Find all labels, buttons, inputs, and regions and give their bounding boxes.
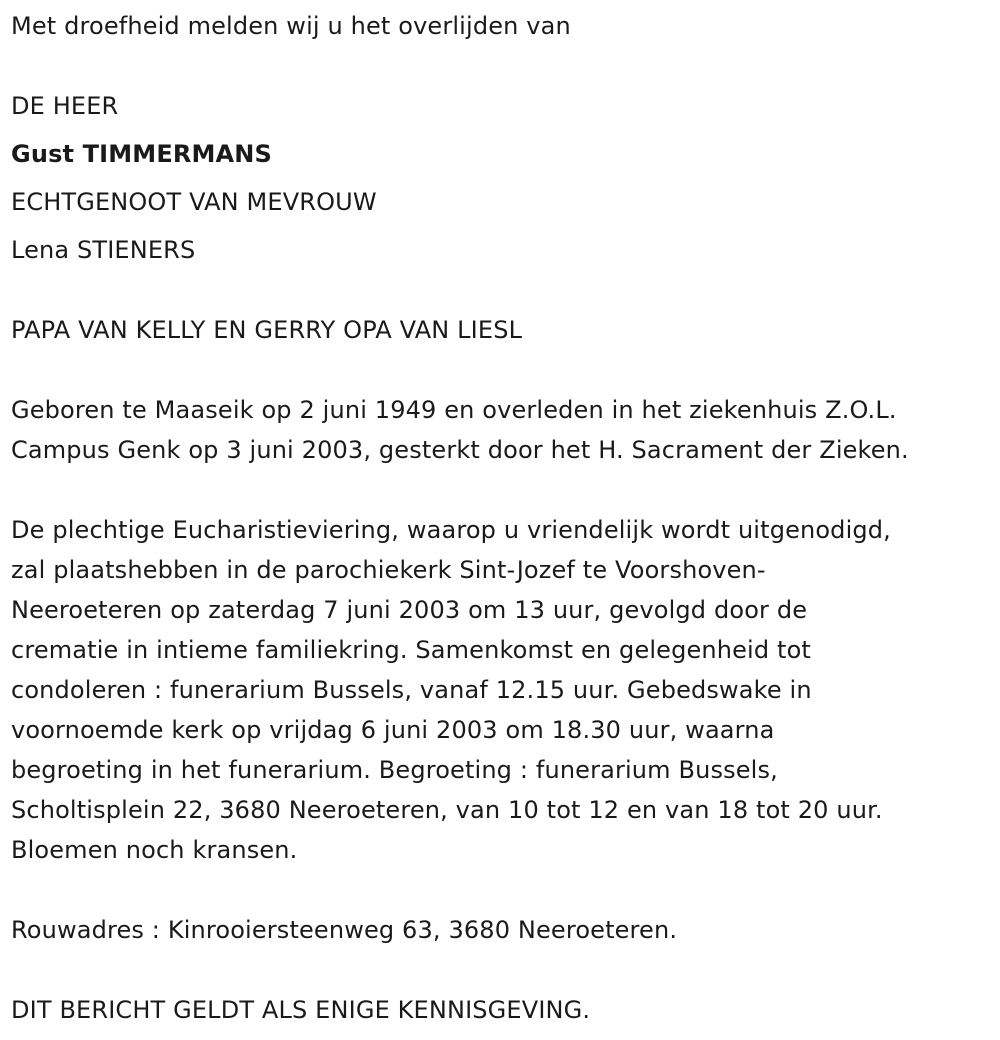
birth-death-line: Campus Genk op 3 juni 2003, gesterkt door het H. Sacrament der Zieken.	[11, 436, 909, 464]
spouse-name: Lena STIENERS	[11, 236, 196, 264]
birth-death-line: Geboren te Maaseik op 2 juni 1949 en overleden in het ziekenhuis Z.O.L.	[11, 396, 897, 424]
spouse-label: ECHTGENOOT VAN MEVROUW	[11, 188, 377, 216]
ceremony-line: voornoemde kerk op vrijdag 6 juni 2003 om 18.30 uur, waarna	[11, 716, 775, 744]
ceremony-line: Neeroeteren op zaterdag 7 juni 2003 om 13 uur, gevolgd door de	[11, 596, 808, 624]
mourning-address: Rouwadres : Kinrooiersteenweg 63, 3680 Neeroeteren.	[11, 916, 678, 944]
family-line: PAPA VAN KELLY EN GERRY OPA VAN LIESL	[11, 316, 523, 344]
ceremony-line: condoleren : funerarium Bussels, vanaf 12.15 uur. Gebedswake in	[11, 676, 812, 704]
ceremony-line: begroeting in het funerarium. Begroeting : funerarium Bussels,	[11, 756, 778, 784]
intro-text: Met droefheid melden wij u het overlijden van	[11, 12, 571, 40]
ceremony-line: Scholtisplein 22, 3680 Neeroeteren, van 10 tot 12 en van 18 tot 20 uur.	[11, 796, 883, 824]
honorific: DE HEER	[11, 92, 119, 120]
closing-statement: DIT BERICHT GELDT ALS ENIGE KENNISGEVING.	[11, 996, 591, 1024]
ceremony-line: crematie in intieme familiekring. Samenkomst en gelegenheid tot	[11, 636, 811, 664]
ceremony-line: zal plaatshebben in de parochiekerk Sint-Jozef te Voorshoven-	[11, 556, 766, 584]
ceremony-line: Bloemen noch kransen.	[11, 836, 298, 864]
deceased-name: Gust TIMMERMANS	[11, 140, 272, 168]
ceremony-line: De plechtige Eucharistieviering, waarop u vriendelijk wordt uitgenodigd,	[11, 516, 891, 544]
